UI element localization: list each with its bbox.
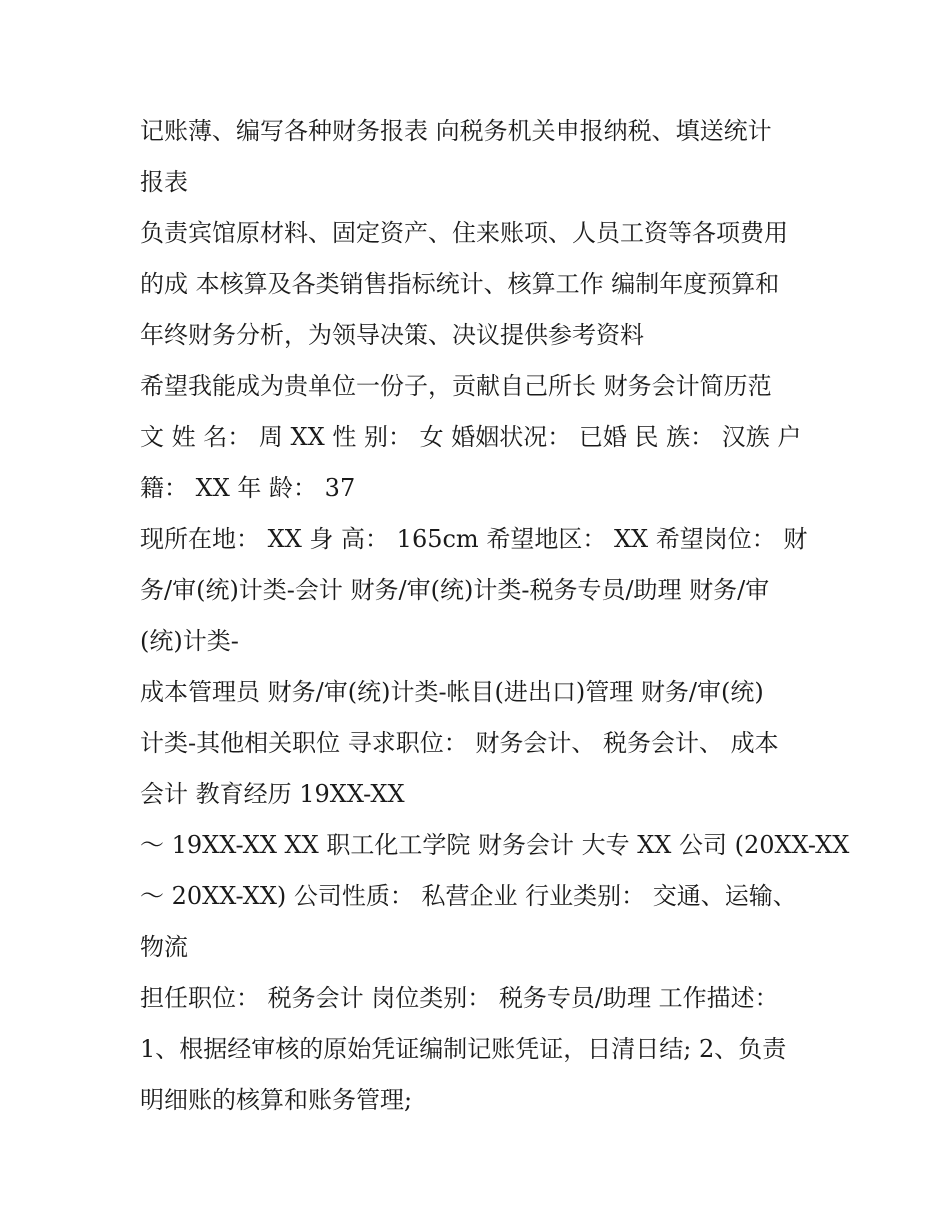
text-line: 明细账的核算和账务管理;	[140, 1086, 413, 1114]
text-line: 负责宾馆原材料、固定资产、住来账项、人员工资等各项费用	[140, 219, 788, 247]
text-line: 计类-其他相关职位 寻求职位： 财务会计、 税务会计、 成本	[140, 729, 779, 757]
text-line: 籍： XX 年 龄： 37	[140, 474, 356, 502]
text-line: (统)计类-	[140, 627, 239, 655]
text-line: 报表	[140, 168, 188, 196]
text-line: 现所在地： XX 身 高： 165cm 希望地区： XX 希望岗位： 财	[140, 525, 808, 553]
text-line: 成本管理员 财务/审(统)计类-帐目(进出口)管理 财务/审(统)	[140, 678, 764, 706]
text-line: 物流	[140, 933, 188, 961]
text-line: 文 姓 名： 周 XX 性 别： 女 婚姻状况： 已婚 民 族： 汉族 户	[140, 423, 802, 451]
text-line: ～ 20XX-XX) 公司性质： 私营企业 行业类别： 交通、运输、	[140, 882, 797, 910]
text-line: 希望我能成为贵单位一份子，贡献自己所长 财务会计简历范	[140, 372, 772, 400]
document-body	[140, 106, 850, 1126]
text-line: ～ 19XX-XX XX 职工化工学院 财务会计 大专 XX 公司 (20XX-XX	[140, 831, 850, 859]
text-line: 务/审(统)计类-会计 财务/审(统)计类-税务专员/助理 财务/审	[140, 576, 770, 604]
text-line: 1、根据经审核的原始凭证编制记账凭证，日清日结; 2、负责	[140, 1035, 787, 1063]
text-line: 担任职位： 税务会计 岗位类别： 税务专员/助理 工作描述：	[140, 984, 779, 1012]
text-line: 记账薄、编写各种财务报表 向税务机关申报纳税、填送统计	[140, 117, 772, 145]
text-line: 会计 教育经历 19XX-XX	[140, 780, 405, 808]
text-line: 年终财务分析，为领导决策、决议提供参考资料	[140, 321, 644, 349]
text-line: 的成 本核算及各类销售指标统计、核算工作 编制年度预算和	[140, 270, 780, 298]
